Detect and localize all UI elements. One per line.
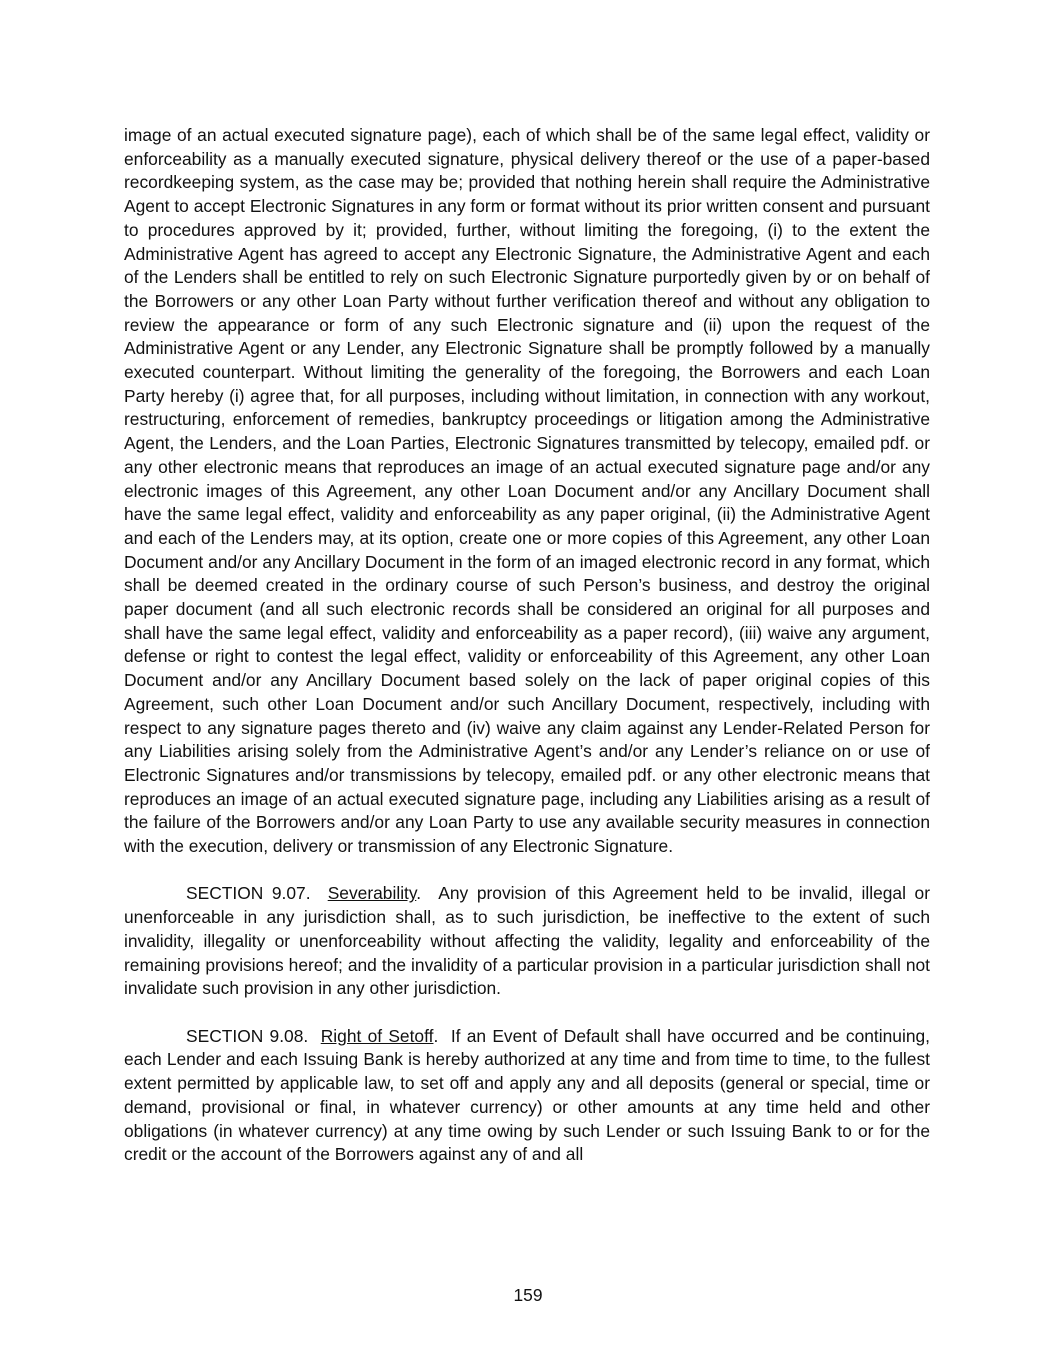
section-9-07 — [124, 882, 930, 1001]
section-9-07-title: Severability — [327, 883, 417, 904]
document-page — [124, 124, 930, 1167]
section-9-08 — [124, 1025, 930, 1167]
section-9-08-body: If an Event of Default shall have occurred and be continuing, each Lender and each Issuing Bank is hereby authorized at any time and from time to time, to the fullest extent permitted by applicable law, to set off and apply any and all deposits (general or special, time or demand, provisional or final, in whatever currency) or other amounts at any time held and other obligations (in whatever currency) at any time owing by such Lender or such Issuing Bank to or for the credit or the account of the Borrowers against any of and all — [124, 1025, 930, 1165]
section-9-08-number: SECTION 9.08. — [186, 1025, 309, 1046]
section-9-07-title-period: . — [416, 883, 422, 904]
section-9-07-body: Any provision of this Agreement held to be invalid, illegal or unenforceable in any jurisdiction shall, as to such jurisdiction, be ineffective to the extent of such invalidity, illegality or unenforceability without affecting the validity, legality and enforceability of the remaining provisions hereof; and the invalidity of a particular provision in a particular jurisdiction shall not invalidate such provision in any other jurisdiction. — [124, 883, 930, 999]
section-9-08-title-period: . — [433, 1025, 439, 1046]
continuation-paragraph: image of an actual executed signature page), each of which shall be of the same legal effect, validity or enforceability as a manually executed signature, physical delivery thereof or the use of a paper-based recordkeeping system, as the case may be; provided that nothing herein shall require the Administrative Agent to accept Electronic Signatures in any form or format without its prior written consent and pursuant to procedures approved by it; provided, further, without limiting the foregoing, (i) to the extent the Administrative Agent has agreed to accept any Electronic Signature, the Administrative Agent and each of the Lenders shall be entitled to rely on such Electronic Signature purportedly given by or on behalf of the Borrowers or any other Loan Party without further verification thereof and without any obligation to review the appearance or form of any such Electronic signature and (ii) upon the request of the Administrative Agent or any Lender, any Electronic Signature shall be promptly followed by a manually executed counterpart. Without limiting the generality of the foregoing, the Borrowers and each Loan Party hereby (i) agree that, for all purposes, including without limitation, in connection with any workout, restructuring, enforcement of remedies, bankruptcy proceedings or litigation among the Administrative Agent, the Lenders, and the Loan Parties, Electronic Signatures transmitted by telecopy, emailed pdf. or any other electronic means that reproduces an image of an actual executed signature page and/or any electronic images of this Agreement, any other Loan Document and/or any Ancillary Document shall have the same legal effect, validity and enforceability as any paper original, (ii) the Administrative Agent and each of the Lenders may, at its option, create one or more copies of this Agreement, any other Loan Document and/or any Ancillary Document in the form of an imaged electronic record in any format, which shall be deemed created in the ordinary course of such Person’s business, and destroy the original paper document (and all such electronic records shall be considered an original for all purposes and shall have the same legal effect, validity and enforceability as a paper record), (iii) waive any argument, defense or right to contest the legal effect, validity or enforceability of this Agreement, any other Loan Document and/or any Ancillary Document based solely on the lack of paper original copies of this Agreement, such other Loan Document and/or such Ancillary Document, respectively, including with respect to any signature pages thereto and (iv) waive any claim against any Lender-Related Person for any Liabilities arising solely from the Administrative Agent’s and/or any Lender’s reliance on or use of Electronic Signatures and/or transmissions by telecopy, emailed pdf. or any other electronic means that reproduces an image of an actual executed signature page, including any Liabilities arising as a result of the failure of the Borrowers and/or any Loan Party to use any available security measures in connection with the execution, delivery or transmission of any Electronic Signature. — [124, 125, 930, 857]
section-9-07-number: SECTION 9.07. — [186, 883, 311, 904]
section-9-08-title: Right of Setoff — [320, 1025, 434, 1046]
page-number: 159 — [513, 1285, 543, 1305]
